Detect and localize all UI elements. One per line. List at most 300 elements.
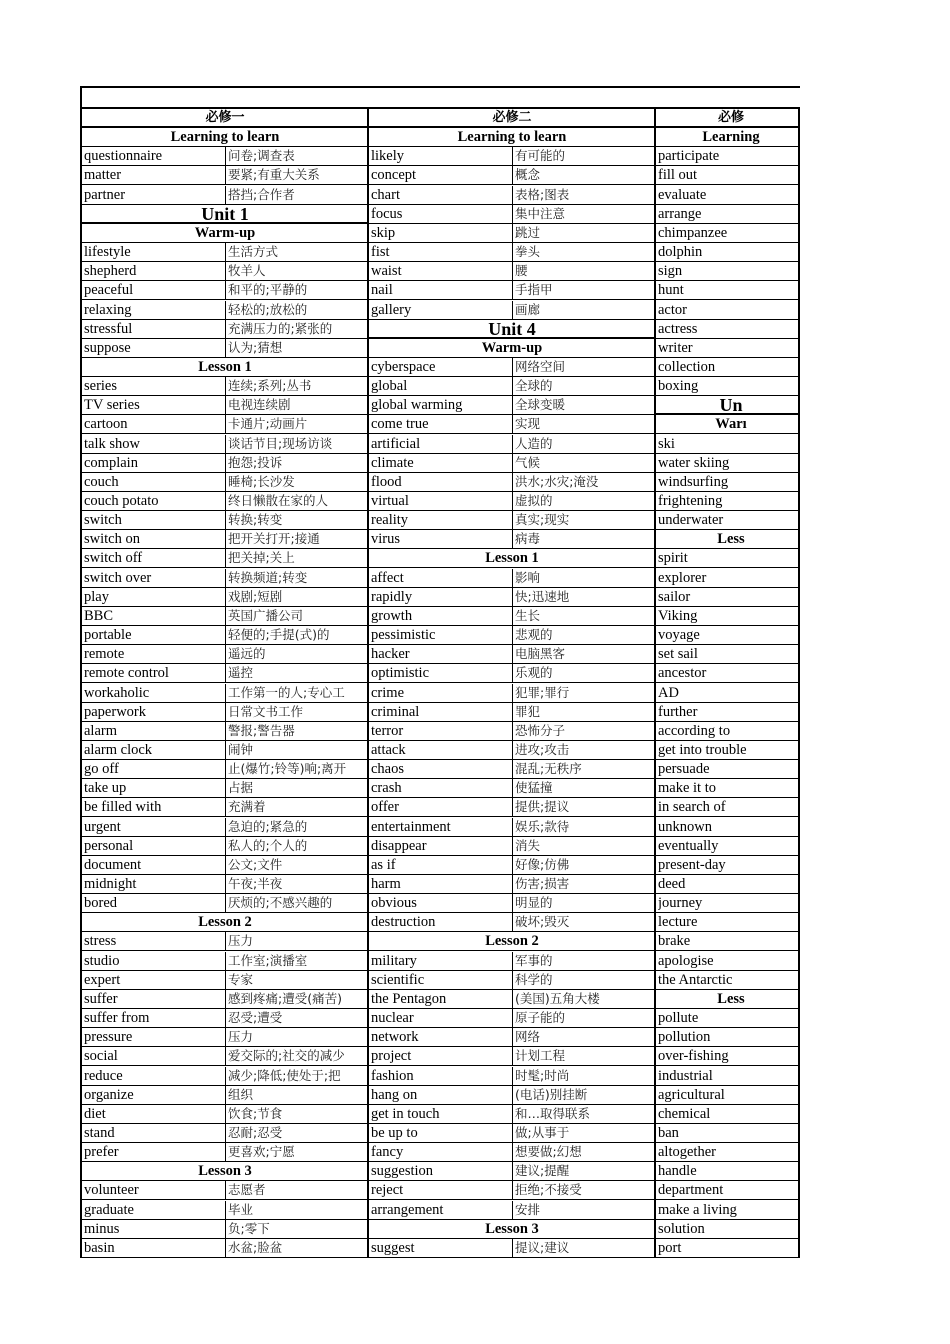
english-word: water skiing — [658, 454, 730, 471]
chinese-meaning: (电话)别挂断 — [512, 1086, 653, 1104]
english-word: over-fishing — [658, 1048, 729, 1065]
vocab-row — [656, 703, 800, 722]
vocab-row — [82, 760, 368, 779]
vocab-row — [369, 684, 655, 703]
vocab-row — [369, 645, 655, 664]
vocab-row — [82, 837, 368, 856]
section-header — [82, 109, 368, 128]
vocab-row — [656, 147, 800, 166]
section-header — [82, 913, 368, 932]
chinese-meaning: 水盆;脸盆 — [225, 1239, 366, 1257]
vocab-row — [369, 262, 655, 281]
vocab-row — [369, 1067, 655, 1086]
vocab-row — [82, 875, 368, 894]
chinese-meaning: 认为;猜想 — [225, 339, 366, 357]
section-header-text: Less — [717, 990, 745, 1007]
chinese-meaning: 生长 — [512, 607, 653, 625]
vocab-row — [369, 664, 655, 683]
vocab-row — [82, 415, 368, 434]
chinese-meaning: 组织 — [225, 1086, 366, 1104]
vocab-row — [656, 818, 800, 837]
vocab-row — [82, 454, 368, 473]
vocab-row — [82, 530, 368, 549]
english-word: switch off — [84, 550, 143, 567]
chinese-meaning: 全球的 — [512, 377, 653, 395]
chinese-meaning: 气候 — [512, 454, 653, 472]
english-word: paperwork — [84, 703, 147, 720]
english-word: handle — [658, 1163, 697, 1180]
vocab-row — [656, 664, 800, 683]
chinese-meaning: 科学的 — [512, 971, 653, 989]
english-word: actor — [658, 301, 687, 318]
vocab-row — [656, 224, 800, 243]
chinese-meaning: 人造的 — [512, 435, 653, 453]
vocab-row — [82, 894, 368, 913]
english-word: agricultural — [658, 1086, 725, 1103]
chinese-meaning: 要紧;有重大关系 — [225, 166, 366, 184]
vocab-row — [656, 875, 800, 894]
english-word: growth — [371, 607, 413, 624]
chinese-meaning: 快;迅速地 — [512, 588, 653, 606]
vocab-row — [369, 760, 655, 779]
english-word: nuclear — [371, 1010, 414, 1027]
chinese-meaning: 连续;系列;丛书 — [225, 377, 366, 395]
vocab-row — [656, 626, 800, 645]
english-word: peaceful — [84, 282, 134, 299]
chinese-meaning: 志愿者 — [225, 1181, 366, 1199]
chinese-meaning: 罪犯 — [512, 703, 653, 721]
vocab-row — [369, 626, 655, 645]
vocab-row — [656, 1220, 800, 1239]
english-word: TV series — [84, 397, 140, 414]
section-header — [656, 415, 800, 434]
english-word: according to — [658, 722, 731, 739]
chinese-meaning: 轻松的;放松的 — [225, 301, 366, 319]
section-header — [369, 1220, 655, 1239]
english-word: basin — [84, 1239, 115, 1256]
vocab-row — [656, 301, 800, 320]
vocab-row — [656, 1143, 800, 1162]
english-word: set sail — [658, 646, 698, 663]
chinese-meaning: 伤害;损害 — [512, 875, 653, 893]
english-word: harm — [371, 876, 401, 892]
english-word: focus — [371, 205, 403, 222]
vocab-row — [82, 952, 368, 971]
vocab-row — [656, 1201, 800, 1220]
chinese-meaning: 专家 — [225, 971, 366, 989]
english-word: reduce — [84, 1067, 123, 1084]
english-word: hunt — [658, 282, 684, 299]
english-word: deed — [658, 876, 686, 892]
english-word: ski — [658, 435, 675, 452]
section-header — [82, 205, 368, 224]
section-header-text: Lesson 3 — [485, 1220, 539, 1237]
english-word: social — [84, 1048, 118, 1065]
chinese-meaning: 概念 — [512, 166, 653, 184]
section-header-text: Lesson 2 — [485, 933, 539, 950]
vocab-row — [369, 1009, 655, 1028]
vocab-row — [656, 588, 800, 607]
english-word: relaxing — [84, 301, 132, 318]
vocab-row — [369, 1105, 655, 1124]
chinese-meaning: 把关掉;关上 — [225, 549, 366, 567]
english-word: suggest — [371, 1239, 415, 1256]
english-word: as if — [371, 856, 396, 873]
english-word: unknown — [658, 818, 712, 835]
english-word: hacker — [371, 646, 410, 663]
chinese-meaning: 负;零下 — [225, 1220, 366, 1238]
english-word: midnight — [84, 876, 137, 892]
english-word: brake — [658, 933, 691, 950]
chinese-meaning: 把开关打开;接通 — [225, 530, 366, 548]
chinese-meaning: 工作室;演播室 — [225, 952, 366, 970]
vocab-row — [656, 473, 800, 492]
english-word: make a living — [658, 1201, 737, 1218]
section-header-text: Unit 4 — [488, 318, 536, 339]
vocab-row — [82, 1239, 368, 1258]
english-word: further — [658, 703, 698, 720]
vocab-row — [369, 396, 655, 415]
chinese-meaning: 军事的 — [512, 952, 653, 970]
chinese-meaning: 饮食;节食 — [225, 1105, 366, 1123]
english-word: pollute — [658, 1010, 699, 1027]
vocab-row — [82, 818, 368, 837]
vocab-row — [369, 377, 655, 396]
english-word: dolphin — [658, 244, 703, 261]
english-word: BBC — [84, 607, 114, 624]
vocab-row — [369, 798, 655, 817]
vocab-row — [369, 205, 655, 224]
english-word: organize — [84, 1086, 134, 1103]
english-word: reality — [371, 512, 409, 529]
vocab-row — [369, 492, 655, 511]
english-word: graduate — [84, 1201, 134, 1218]
english-word: the Pentagon — [371, 990, 447, 1007]
chinese-meaning: 腰 — [512, 262, 653, 280]
vocab-row — [369, 569, 655, 588]
vocab-row — [369, 358, 655, 377]
vocab-row — [82, 1220, 368, 1239]
section-header-text: Un — [719, 395, 743, 416]
vocab-row — [369, 1047, 655, 1066]
english-word: volunteer — [84, 1182, 139, 1199]
section-header-text: Warm-up — [481, 339, 543, 356]
column-divider — [654, 109, 656, 1258]
chinese-meaning: 乐观的 — [512, 664, 653, 682]
chinese-meaning: 牧羊人 — [225, 262, 366, 280]
section-header-text: Learning to learn — [170, 129, 280, 146]
chinese-meaning: 电视连续剧 — [225, 396, 366, 414]
chinese-meaning: 转换频道;转变 — [225, 569, 366, 587]
chinese-meaning: 止(爆竹;铃等)响;离开 — [225, 760, 366, 778]
vocab-row — [369, 913, 655, 932]
vocab-row — [82, 971, 368, 990]
chinese-meaning: 拒绝;不接受 — [512, 1181, 653, 1199]
vocab-row — [369, 779, 655, 798]
chinese-meaning: 洪水;水灾;淹没 — [512, 473, 653, 491]
vocab-row — [82, 377, 368, 396]
english-word: windsurfing — [658, 473, 729, 490]
english-word: sailor — [658, 588, 691, 605]
sheet-top-bar — [82, 88, 800, 109]
vocab-row — [369, 894, 655, 913]
column-divider — [367, 109, 369, 1258]
section-header-text: 必修二 — [492, 110, 532, 125]
english-word: remote — [84, 646, 125, 663]
english-word: prefer — [84, 1144, 119, 1161]
chinese-meaning: 戏剧;短剧 — [225, 588, 366, 606]
vocab-row — [82, 243, 368, 262]
english-word: suppose — [84, 339, 131, 356]
section-header-text: Learning — [702, 129, 760, 146]
english-word: boxing — [658, 378, 699, 395]
chinese-meaning: 恐怖分子 — [512, 722, 653, 740]
vocab-row — [369, 990, 655, 1009]
section-header-text: Warı — [715, 416, 747, 433]
english-word: stressful — [84, 320, 133, 337]
chinese-meaning: 和平的;平静的 — [225, 281, 366, 299]
english-word: switch — [84, 512, 122, 529]
chinese-meaning: 进攻;攻击 — [512, 741, 653, 759]
english-word: present-day — [658, 856, 726, 873]
section-header-text: Warm-up — [194, 224, 256, 241]
english-word: Viking — [658, 607, 698, 624]
english-word: terror — [371, 722, 404, 739]
chinese-meaning: 建议;提醒 — [512, 1162, 653, 1180]
section-header — [656, 990, 800, 1009]
vocab-row — [82, 722, 368, 741]
chinese-meaning: 问卷;调查表 — [225, 147, 366, 165]
english-word: get in touch — [371, 1105, 440, 1122]
section-header — [656, 109, 800, 128]
vocab-row — [656, 1181, 800, 1200]
english-word: studio — [84, 952, 120, 969]
english-word: workaholic — [84, 684, 150, 701]
english-word: entertainment — [371, 818, 451, 835]
section-header-text: Unit 1 — [201, 203, 249, 224]
vocab-row — [369, 473, 655, 492]
section-header-text: Lesson 3 — [198, 1163, 252, 1180]
vocab-row — [82, 473, 368, 492]
vocab-row — [656, 549, 800, 568]
english-word: get into trouble — [658, 741, 747, 758]
chinese-meaning: 压力 — [225, 932, 366, 950]
english-word: urgent — [84, 818, 121, 835]
vocab-row — [656, 281, 800, 300]
chinese-meaning: 急迫的;紧急的 — [225, 818, 366, 836]
english-word: switch on — [84, 531, 140, 548]
vocab-row — [656, 913, 800, 932]
chinese-meaning: 搭挡;合作者 — [225, 186, 366, 204]
vocab-row — [82, 511, 368, 530]
vocab-row — [656, 205, 800, 224]
english-word: diet — [84, 1105, 106, 1122]
chinese-meaning: 破坏;毁灭 — [512, 913, 653, 931]
vocab-row — [369, 722, 655, 741]
chinese-meaning: 毕业 — [225, 1201, 366, 1219]
english-word: virtual — [371, 493, 409, 509]
vocab-row — [369, 588, 655, 607]
vocab-row — [369, 952, 655, 971]
section-header — [82, 128, 368, 147]
english-word: the Antarctic — [658, 971, 733, 988]
vocab-row — [656, 971, 800, 990]
chinese-meaning: 公文;文件 — [225, 856, 366, 874]
vocab-row — [369, 281, 655, 300]
vocab-row — [82, 645, 368, 664]
english-word: stand — [84, 1124, 115, 1141]
vocab-row — [369, 435, 655, 454]
english-word: writer — [658, 339, 693, 356]
chinese-meaning: 忍耐;忍受 — [225, 1124, 366, 1142]
section-header — [369, 339, 655, 358]
vocab-row — [369, 703, 655, 722]
vocab-row — [82, 798, 368, 817]
vocab-row — [369, 511, 655, 530]
english-word: likely — [371, 148, 405, 165]
english-word: document — [84, 856, 142, 873]
english-word: make it to — [658, 780, 716, 797]
english-word: evaluate — [658, 186, 707, 203]
chinese-meaning: 转换;转变 — [225, 511, 366, 529]
english-word: underwater — [658, 512, 724, 529]
english-word: suggestion — [371, 1163, 434, 1180]
vocab-row — [369, 971, 655, 990]
chinese-meaning: 悲观的 — [512, 626, 653, 644]
vocab-row — [369, 1201, 655, 1220]
english-word: pollution — [658, 1029, 711, 1046]
vocab-row — [369, 1028, 655, 1047]
vocab-row — [82, 932, 368, 951]
vocab-row — [656, 435, 800, 454]
english-word: attack — [371, 741, 406, 758]
chinese-meaning: 做;从事于 — [512, 1124, 653, 1142]
vocab-row — [82, 741, 368, 760]
vocab-row — [82, 990, 368, 1009]
vocab-row — [656, 607, 800, 626]
vocab-row — [656, 932, 800, 951]
english-word: military — [371, 952, 417, 969]
vocab-row — [369, 1162, 655, 1181]
english-word: crime — [371, 684, 405, 701]
english-word: flood — [371, 473, 402, 490]
vocab-row — [369, 875, 655, 894]
vocab-row — [656, 166, 800, 185]
chinese-meaning: 充满着 — [225, 798, 366, 816]
vocab-row — [656, 1009, 800, 1028]
vocab-row — [82, 435, 368, 454]
vocab-row — [656, 1124, 800, 1143]
vocab-row — [656, 779, 800, 798]
vocab-row — [369, 224, 655, 243]
english-word: questionnaire — [84, 148, 163, 165]
english-word: gallery — [371, 301, 412, 318]
english-word: ban — [658, 1124, 679, 1141]
english-word: expert — [84, 971, 121, 988]
vocab-row — [369, 147, 655, 166]
english-word: cartoon — [84, 416, 128, 433]
vocab-row — [369, 454, 655, 473]
chinese-meaning: 计划工程 — [512, 1047, 653, 1065]
english-word: be filled with — [84, 799, 162, 816]
vocab-row — [656, 760, 800, 779]
english-word: ancestor — [658, 665, 707, 682]
english-word: talk show — [84, 435, 140, 452]
english-word: project — [371, 1048, 412, 1065]
english-word: series — [84, 378, 118, 395]
vocab-row — [656, 377, 800, 396]
vocab-row — [369, 1143, 655, 1162]
english-word: participate — [658, 148, 720, 165]
english-word: matter — [84, 167, 122, 184]
vocab-row — [82, 186, 368, 205]
vocab-row — [656, 186, 800, 205]
vocab-row — [656, 492, 800, 511]
english-word: reject — [371, 1182, 404, 1199]
chinese-meaning: 英国广播公司 — [225, 607, 366, 625]
chinese-meaning: 好像;仿佛 — [512, 856, 653, 874]
vocab-row — [82, 1124, 368, 1143]
chinese-meaning: 时髦;时尚 — [512, 1067, 653, 1085]
vocab-row — [82, 684, 368, 703]
vocab-row — [656, 262, 800, 281]
vocab-row — [82, 607, 368, 626]
column-divider — [798, 109, 800, 1258]
english-word: chemical — [658, 1105, 711, 1122]
chinese-meaning: 网络空间 — [512, 358, 653, 376]
chinese-meaning: 占据 — [225, 779, 366, 797]
english-word: obvious — [371, 895, 417, 912]
chinese-meaning: 全球变暖 — [512, 396, 653, 414]
vocab-row — [656, 1047, 800, 1066]
vocab-row — [369, 741, 655, 760]
english-word: crash — [371, 780, 402, 797]
english-word: eventually — [658, 837, 719, 854]
chinese-meaning: 感到疼痛;遭受(痛苦) — [225, 990, 366, 1008]
english-word: couch potato — [84, 493, 159, 509]
chinese-meaning: 跳过 — [512, 224, 653, 242]
chinese-meaning: 病毒 — [512, 530, 653, 548]
chinese-meaning: 卡通片;动画片 — [225, 415, 366, 433]
english-word: switch over — [84, 569, 152, 586]
section-header-text: Lesson 1 — [485, 550, 539, 567]
vocab-row — [369, 166, 655, 185]
chinese-meaning: 安排 — [512, 1201, 653, 1219]
vocab-row — [82, 549, 368, 568]
vocab-row — [82, 320, 368, 339]
vocab-row — [656, 856, 800, 875]
chinese-meaning: 影响 — [512, 569, 653, 587]
chinese-meaning: 提议;建议 — [512, 1239, 653, 1257]
english-word: destruction — [371, 914, 436, 931]
vocab-row — [656, 1028, 800, 1047]
english-word: come true — [371, 416, 429, 433]
english-word: network — [371, 1029, 419, 1046]
english-word: nail — [371, 282, 393, 299]
english-word: alarm — [84, 722, 118, 739]
vocabulary-sheet — [80, 86, 800, 1258]
vocab-row — [656, 454, 800, 473]
english-word: couch — [84, 473, 119, 490]
section-header — [369, 932, 655, 951]
english-word: artificial — [371, 435, 421, 452]
english-word: AD — [658, 684, 679, 701]
vocab-row — [369, 243, 655, 262]
vocab-row — [82, 779, 368, 798]
vocab-row — [369, 530, 655, 549]
vocab-row — [82, 664, 368, 683]
english-word: shepherd — [84, 263, 137, 280]
